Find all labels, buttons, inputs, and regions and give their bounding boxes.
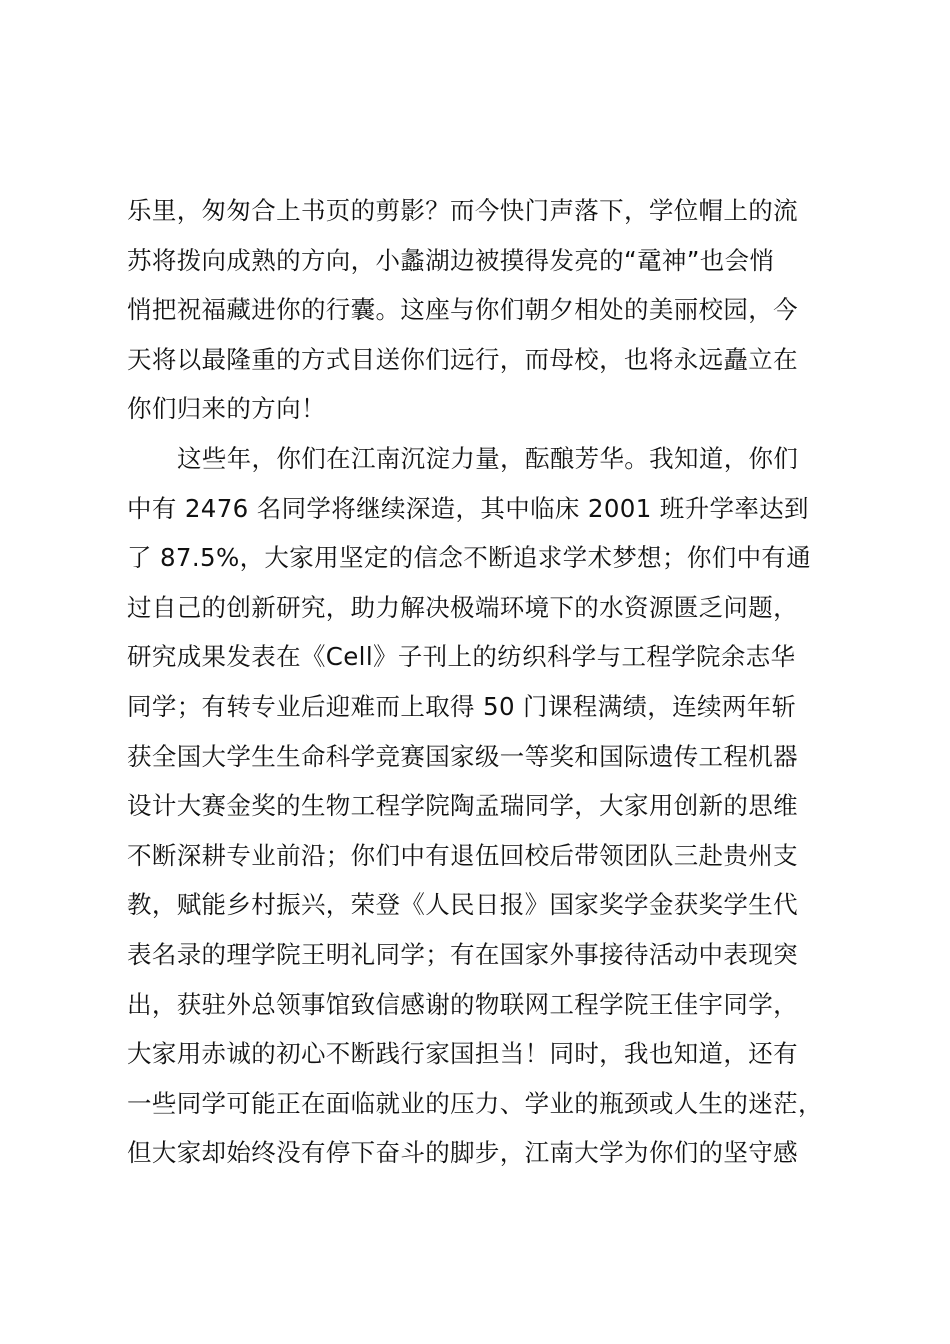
paragraph-start-line: 这些年，你们在江南沉淀力量，酝酿芳华。我知道，你们 [177, 443, 799, 473]
text-line: 出，获驻外总领事馆致信感谢的物联网工程学院王佳宇同学， [127, 989, 798, 1019]
text-line: 天将以最隆重的方式目送你们远行，而母校，也将永远矗立在 [127, 344, 798, 374]
text-line: 过自己的创新研究，助力解决极端环境下的水资源匮乏问题， [127, 592, 798, 622]
text-line: 研究成果发表在《Cell》子刊上的纺织科学与工程学院余志华 [127, 642, 796, 672]
text-line: 了 87.5%，大家用坚定的信念不断追求学术梦想；你们中有通 [127, 543, 812, 573]
text-line: 同学；有转专业后迎难而上取得 50 门课程满绩，连续两年斩 [127, 691, 797, 721]
body-text [127, 186, 863, 1178]
text-line: 大家用赤诚的初心不断践行家国担当！同时，我也知道，还有 [127, 1039, 798, 1069]
text-line: 苏将拨向成熟的方向，小蠡湖边被摸得发亮的“鼋神”也会悄 [127, 245, 775, 275]
text-line: 乐里，匆匆合上书页的剪影？而今快门声落下，学位帽上的流 [127, 196, 798, 225]
text-line: 表名录的理学院王明礼同学；有在国家外事接待活动中表现突 [127, 939, 798, 969]
text-line: 不断深耕专业前沿；你们中有退伍回校后带领团队三赴贵州支 [127, 840, 798, 870]
text-line: 教，赋能乡村振兴，荣登《人民日报》国家奖学金获奖学生代 [127, 890, 798, 920]
text-line: 你们归来的方向！ [127, 394, 326, 424]
text-line: 悄把祝福藏进你的行囊。这座与你们朝夕相处的美丽校园，今 [127, 295, 798, 325]
text-line: 一些同学可能正在面临就业的压力、学业的瓶颈或人生的迷茫， [127, 1088, 823, 1118]
text-line: 获全国大学生生命科学竞赛国家级一等奖和国际遗传工程机器 [127, 741, 798, 771]
text-line: 但大家却始终没有停下奋斗的脚步，江南大学为你们的坚守感 [127, 1138, 798, 1168]
text-line: 设计大赛金奖的生物工程学院陶孟瑞同学，大家用创新的思维 [127, 791, 798, 821]
text-line: 中有 2476 名同学将继续深造，其中临床 2001 班升学率达到 [127, 493, 809, 523]
